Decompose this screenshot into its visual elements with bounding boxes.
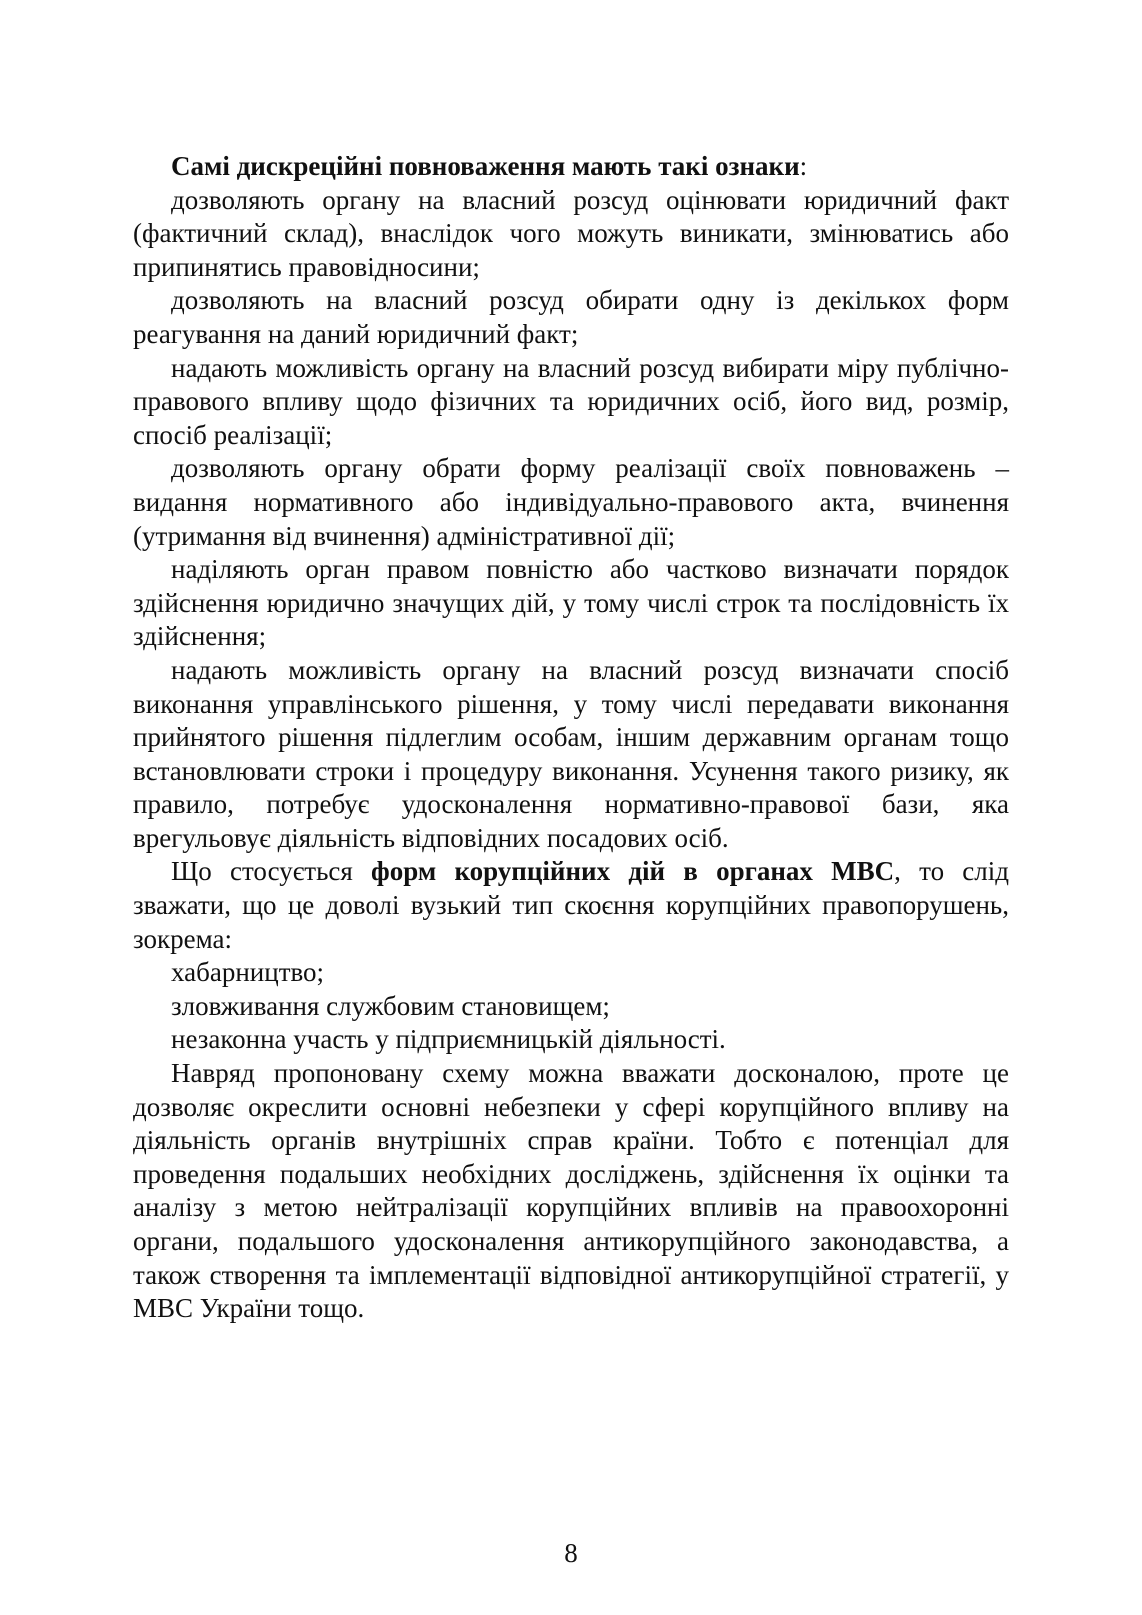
page-body (133, 150, 1009, 1326)
intro-paragraph (133, 150, 1009, 184)
feature-paragraph: наділяють орган правом повністю або частково визначати порядок здійснення юридично значущих дій, у тому числі строк та послідовність їх здійснення; (133, 554, 1009, 652)
page-number: 8 (564, 1538, 578, 1568)
feature-paragraph: надають можливість органу на власний розсуд визначати спосіб виконання управлінського рішення, у тому числі передавати виконання прийнятого рішення підлеглим особам, іншим державним органам тощо встановлювати строки і процедуру виконання. Усунення такого ризику, як правило, потребує удосконалення нормативно-правової бази, яка врегульовує діяльність відповідних посадових осіб. (133, 654, 1009, 853)
form-item: зловживання службовим становищем; (171, 990, 610, 1021)
feature-paragraph: дозволяють органу обрати форму реалізації своїх повноважень – видання нормативного або індивідуально-правового акта, вчинення (утримання від вчинення) адміністративної дії; (133, 453, 1009, 551)
form-item: незаконна участь у підприємницькій діяльності. (171, 1024, 726, 1055)
feature-paragraph: дозволяють на власний розсуд обирати одну із декількох форм реагування на даний юридичний факт; (133, 285, 1009, 349)
forms-paragraph (133, 855, 1009, 956)
forms-lead: Що стосується (171, 856, 372, 887)
conclusion-paragraph: Навряд пропоновану схему можна вважати досконалою, проте це дозволяє окреслити основні небезпеки у сфері корупційного впливу на діяльність органів внутрішніх справ країни. Тобто є потенціал для проведення подальших необхідних досліджень, здійснення їх оцінки та аналізу з метою нейтралізації корупційних впливів на правоохоронні органи, подальшого удосконалення антикорупційного законодавства, а також створення та імплементації відповідної антикорупційної стратегії, у МВС України тощо. (133, 1058, 1009, 1324)
feature-paragraph: надають можливість органу на власний розсуд вибирати міру публічно-правового впливу щодо фізичних та юридичних осіб, його вид, розмір, спосіб реалізації; (133, 352, 1009, 450)
feature-paragraph: дозволяють органу на власний розсуд оцінювати юридичний факт (фактичний склад), внаслідок чого можуть виникати, змінюватись або припинятись правовідносини; (133, 184, 1009, 282)
form-item: хабарництво; (171, 957, 325, 988)
intro-heading: Самі дискреційні повноваження мають такі ознаки (171, 151, 800, 181)
forms-tail: , то слід зважати, що це доволі вузький тип скоєння корупційних правопорушень, зокрема: (133, 856, 1009, 954)
intro-colon: : (799, 151, 808, 181)
forms-emphasis: форм корупційних дій в органах МВС (371, 856, 895, 887)
